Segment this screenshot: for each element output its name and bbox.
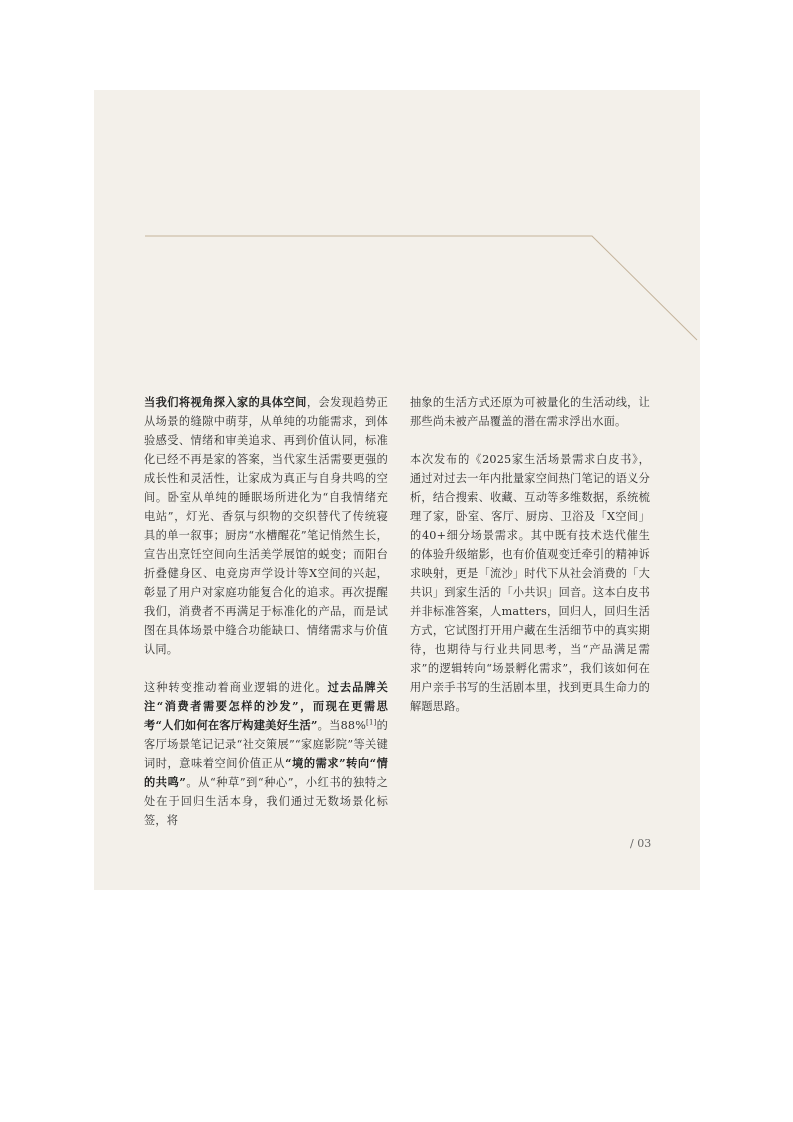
logic-paragraph: 这种转变推动着商业逻辑的进化。过去品牌关注“消费者需要怎样的沙发”，而现在更需思考“人们如何在客厅构建美好生活”。当88%[1]的客厅场景笔记记录“社交策展”“家庭影院”等关键词时，意味着空间价值正从“境的需求”转向“情的共鸣”。从“种草”到“种心”，小红书的独特之处在于回归生活本身，我们通过无数场景化标签，将 [144,680,388,827]
intro-paragraph [144,393,388,659]
intro-body: ，会发现趋势正从场景的缝隙中萌芽，从单纯的功能需求，到体验感受、情绪和审美追求、再到价值认同，标准化已经不再是家的答案，当代家生活需要更强的成长性和灵活性，让家成为真正与自身共鸣的空间。卧室从单纯的睡眠场所进化为“自我情绪充电站”，灯光、香氛与织物的交织替代了传统寝具的单一叙事；厨房“水槽醒花”笔记悄然生长，宣告出烹饪空间向生活美学展馆的蜕变；而阳台折叠健身区、电竞房声学设计等X空间的兴起，彰显了用户对家庭功能复合化的追求。再次提醒我们，消费者不再满足于标准化的产品，而是试图在具体场景中缝合功能缺口、情绪需求与价值认同。 [144,396,388,656]
left-text-column [144,393,388,849]
highlight-text: 过去品牌关注“消费者需要怎样的沙发”，而现在更需思考“人们如何在客厅构建美好生活” [144,680,388,732]
whitepaper-paragraph: 本次发布的《2025家生活场景需求白皮书》，通过对过去一年内批量家空间热门笔记的语义分析，结合搜索、收藏、互动等多维数据，系统梳理了家，卧室、客厅、厨房、卫浴及「X空间」的40+细分场景需求。其中既有技术迭代催生的体验升级缩影，也有价值观变迁牵引的精神诉求映射，更是「流沙」时代下从社会消费的「大共识」到家生活的「小共识」回音。这本白皮书并非标准答案，人matters，回归人，回归生活方式，它试图打开用户藏在生活细节中的真实期待，也期待与行业共同思考，当“产品满足需求”的逻辑转向“场景孵化需求”，我们该如何在用户亲手书写的生活剧本里，找到更具生命力的解题思路。 [410,453,650,713]
continuation-paragraph: 抽象的生活方式还原为可被量化的生活动线，让那些尚未被产品覆盖的潜在需求浮出水面。 [410,396,650,428]
intro-lead: 当我们将视角探入家的具体空间 [144,395,307,409]
footnote-ref: [1] [366,718,377,727]
highlight-text: “境的需求”转向“情的共鸣” [144,756,388,789]
right-text-column [410,393,650,735]
page-number: / 03 [630,837,652,850]
